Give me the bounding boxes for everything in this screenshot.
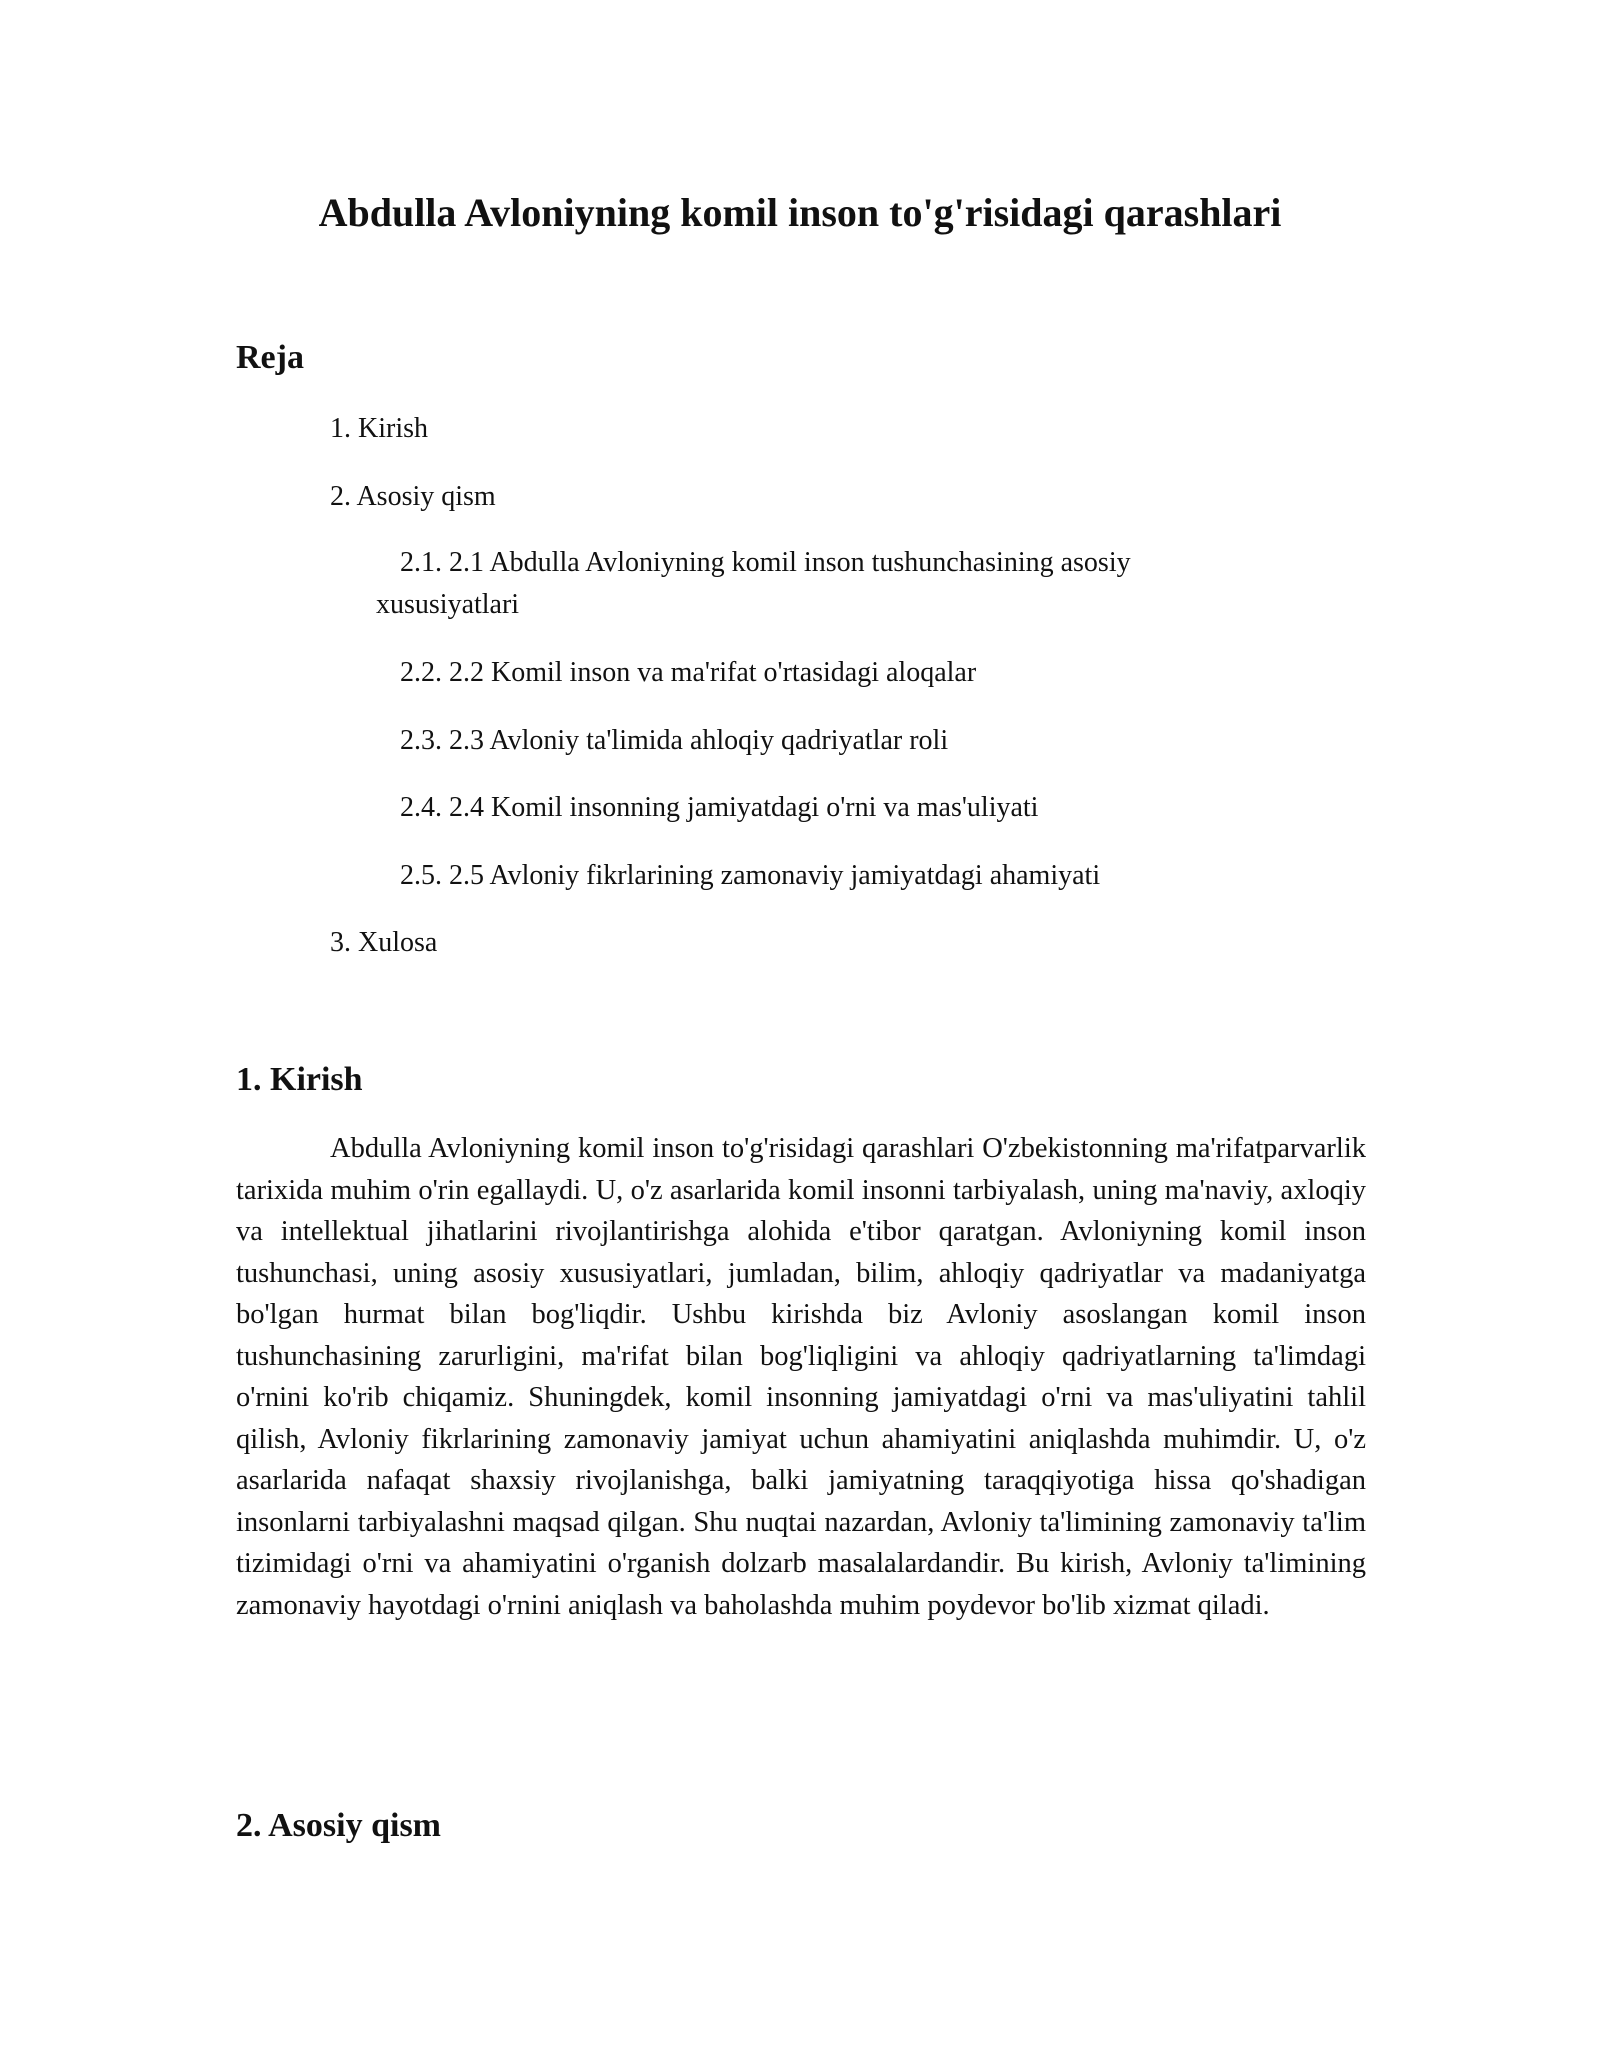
plan-item-asosiy-qism: 2. Asosiy qism [330,481,496,512]
section-paragraph-kirish: Abdulla Avloniyning komil inson to'g'risidagi qarashlari O'zbekistonning ma'rifatparvarlik tarixida muhim o'rin egallaydi. U, o'z asarlarida komil insonni tarbiyalash, uning ma'naviy, axloqiy va intellektual jihatlarini rivojlantirishga alohida e'tibor qaratgan. Avloniyning komil inson tushunchasi, uning asosiy xususiyatlari, jumladan, bilim, ahloqiy qadriyatlar va madaniyatga bo'lgan hurmat bilan bog'liqdir. Ushbu kirishda biz Avloniy asoslangan komil inson tushunchasining zarurligini, ma'rifat bilan bog'liqligini va ahloqiy qadriyatlarning ta'limdagi o'rnini ko'rib chiqamiz. Shuningdek, komil insonning jamiyatdagi o'rni va mas'uliyatini tahlil qilish, Avloniy fikrlarining zamonaviy jamiyat uchun ahamiyatini aniqlashda muhimdir. U, o'z asarlarida nafaqat shaxsiy rivojlanishga, balki jamiyatning taraqqiyotiga hissa qo'shadigan insonlarni tarbiyalashni maqsad qilgan. Shu nuqtai nazardan, Avloniy ta'limining zamonaviy ta'lim tizimidagi o'rni va ahamiyatini o'rganish dolzarb masalalardandir. Bu kirish, Avloniy ta'limining zamonaviy hayotdagi o'rnini aniqlash va baholashda muhim poydevor bo'lib xizmat qiladi. [236,1133,1366,1621]
plan-item-2-5: 2.5. 2.5 Avloniy fikrlarining zamonaviy jamiyatdagi ahamiyati [400,860,1101,891]
plan-item-2-2: 2.2. 2.2 Komil inson va ma'rifat o'rtasidagi aloqalar [400,657,977,688]
plan-item-2-4: 2.4. 2.4 Komil insonning jamiyatdagi o'rni va mas'uliyati [400,792,1039,823]
document-title: Abdulla Avloniyning komil inson to'g'risidagi qarashlari [318,190,1282,235]
plan-item-2-3: 2.3. 2.3 Avloniy ta'limida ahloqiy qadriyatlar roli [400,725,949,756]
plan-item-xulosa: 3. Xulosa [330,927,438,958]
section-heading-asosiy-qism: 2. Asosiy qism [236,1807,441,1844]
plan-heading: Reja [236,339,304,376]
plan-item-kirish: 1. Kirish [330,413,428,444]
section-heading-kirish: 1. Kirish [236,1061,363,1098]
plan-item-2-1: 2.1. 2.1 Abdulla Avloniyning komil inson tushunchasining asosiy xususiyatlari [376,547,1131,620]
